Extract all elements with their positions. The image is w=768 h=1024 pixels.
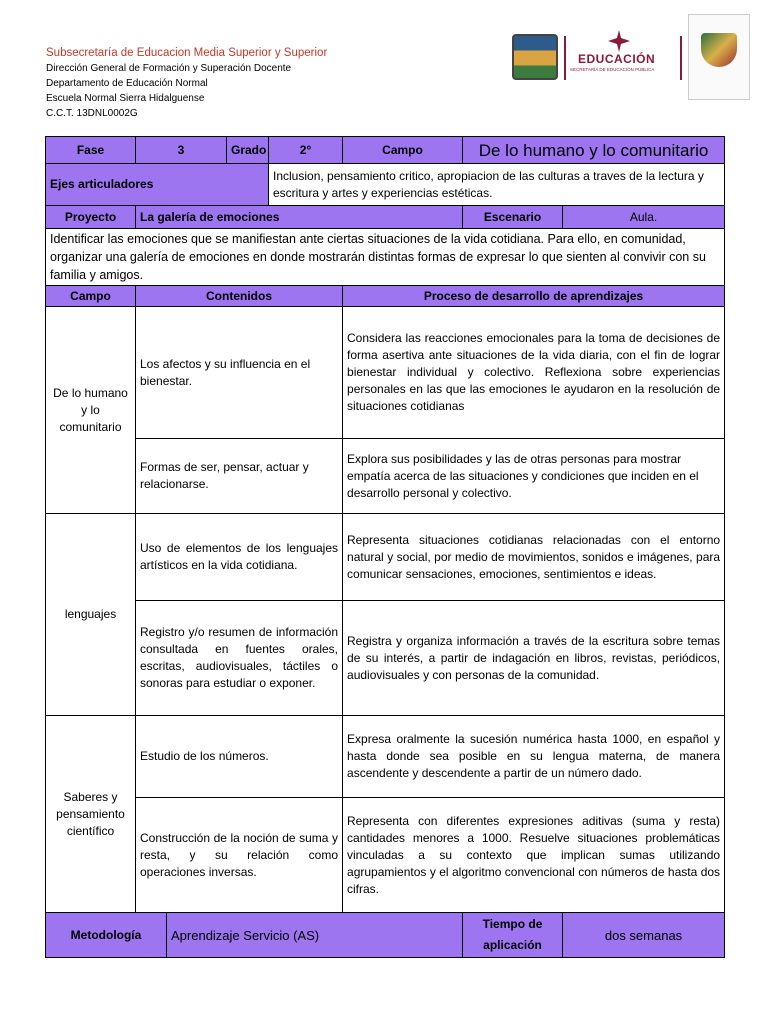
contenido-cell: Formas de ser, pensar, actuar y relacionarse. [136,439,343,514]
col-header-contenidos: Contenidos [136,286,343,307]
metodologia-value: Aprendizaje Servicio (AS) [167,913,463,958]
proceso-cell: Registra y organiza información a través de la escritura sobre temas de su interés, a partir de indagación en libros, revistas, periódicos, audiovisuales y con personas de la comunidad. [343,601,725,716]
logos-area [508,14,748,100]
campo-label: Campo [343,137,463,164]
header-subsecretaria: Subsecretaría de Educacion Media Superior y Superior [46,47,328,59]
header-departamento: Departamento de Educación Normal [46,78,208,89]
contenido-cell: Uso de elementos de los lenguajes artísticos en la vida cotidiana. [136,514,343,601]
fase-row [46,137,725,164]
campo-name: lenguajes [46,514,136,716]
contenido-cell: Estudio de los números. [136,716,343,798]
header-direccion: Dirección General de Formación y Superación Docente [46,63,292,74]
fase-label: Fase [46,137,136,164]
descripcion-row [46,229,725,286]
ejes-value: Inclusion, pensamiento critico, apropiacion de las culturas a traves de la lectura y escritura y artes y experiencias estéticas. [269,164,725,206]
project-description: Identificar las emociones que se manifiestan ante ciertas situaciones de la vida cotidiana. Para ello, en comunidad, organizar una galería de emociones en donde mostrarán distintas formas de expresar lo que sienten al convivir con su familia y amigos. [46,229,725,286]
contenido-cell: Registro y/o resumen de información consultada en fuentes orales, escritas, audiovisuales, táctiles o sonoras para estudiar o exponer. [136,601,343,716]
table-row [46,798,725,913]
shield-icon [701,33,737,67]
normal-school-logo-icon [688,14,750,100]
school-logo-icon [512,34,558,80]
table-row [46,716,725,798]
education-logo-text: EDUCACIÓN [578,52,656,66]
proceso-cell: Expresa oralmente la sucesión numérica hasta 1000, en español y hasta donde sea posible en su lengua materna, de manera ascendente y descendente a partir de un número dado. [343,716,725,798]
table-row [46,514,725,601]
column-header-row [46,286,725,307]
planning-table [45,136,725,958]
table-row [46,439,725,514]
campo-name: De lo humano y lo comunitario [46,307,136,514]
metodologia-label: Metodología [46,913,167,958]
grado-label: Grado [227,137,269,164]
tiempo-label: Tiempo de aplicación [463,913,563,958]
table-row [46,307,725,439]
ejes-row [46,164,725,206]
proyecto-row [46,206,725,229]
proyecto-label: Proyecto [46,206,136,229]
proceso-cell: Considera las reacciones emocionales para la toma de decisiones de forma asertiva ante situaciones de la vida diaria, con el fin de lograr bienestar individual y colectivo. Reflexiona sobre experiencias personales en las que las emociones le ayudaron en la resolución de situaciones cotidianas [343,307,725,439]
grado-value: 2° [269,137,343,164]
escenario-value: Aula. [563,206,725,229]
campo-value: De lo humano y lo comunitario [463,137,725,164]
escenario-label: Escenario [463,206,563,229]
logo-divider [680,36,682,80]
contenido-cell: Construcción de la noción de suma y resta, y su relación como operaciones inversas. [136,798,343,913]
footer-row [46,913,725,958]
col-header-proceso: Proceso de desarrollo de aprendizajes [343,286,725,307]
proceso-cell: Representa situaciones cotidianas relacionadas con el entorno natural y social, por medio de movimientos, sonidos e imágenes, para comunicar sensaciones, emociones, sentimientos e ideas. [343,514,725,601]
tiempo-value: dos semanas [563,913,725,958]
table-row [46,601,725,716]
logo-divider [564,36,566,80]
campo-name: Saberes y pensamiento científico [46,716,136,913]
proceso-cell: Representa con diferentes expresiones aditivas (suma y resta) cantidades menores a 1000. Resuelve situaciones problemáticas vinculadas a su contexto que implican sumas utilizando agrupamientos y el algoritmo convencional con números de hasta dos cifras. [343,798,725,913]
ejes-label: Ejes articuladores [46,164,269,206]
fase-value: 3 [136,137,227,164]
col-header-campo: Campo [46,286,136,307]
header-escuela: Escuela Normal Sierra Hidalguense [46,93,205,104]
education-logo-subtext: SECRETARÍA DE EDUCACIÓN PÚBLICA [570,67,655,72]
document-header [46,46,327,121]
contenido-cell: Los afectos y su influencia en el bienestar. [136,307,343,439]
education-emblem-icon [608,30,630,52]
proceso-cell: Explora sus posibilidades y las de otras personas para mostrar empatía acerca de las situaciones y condiciones que inciden en el desarrollo personal y colectivo. [343,439,725,514]
proyecto-value: La galería de emociones [136,206,463,229]
header-cct: C.C.T. 13DNL0002G [46,108,138,119]
